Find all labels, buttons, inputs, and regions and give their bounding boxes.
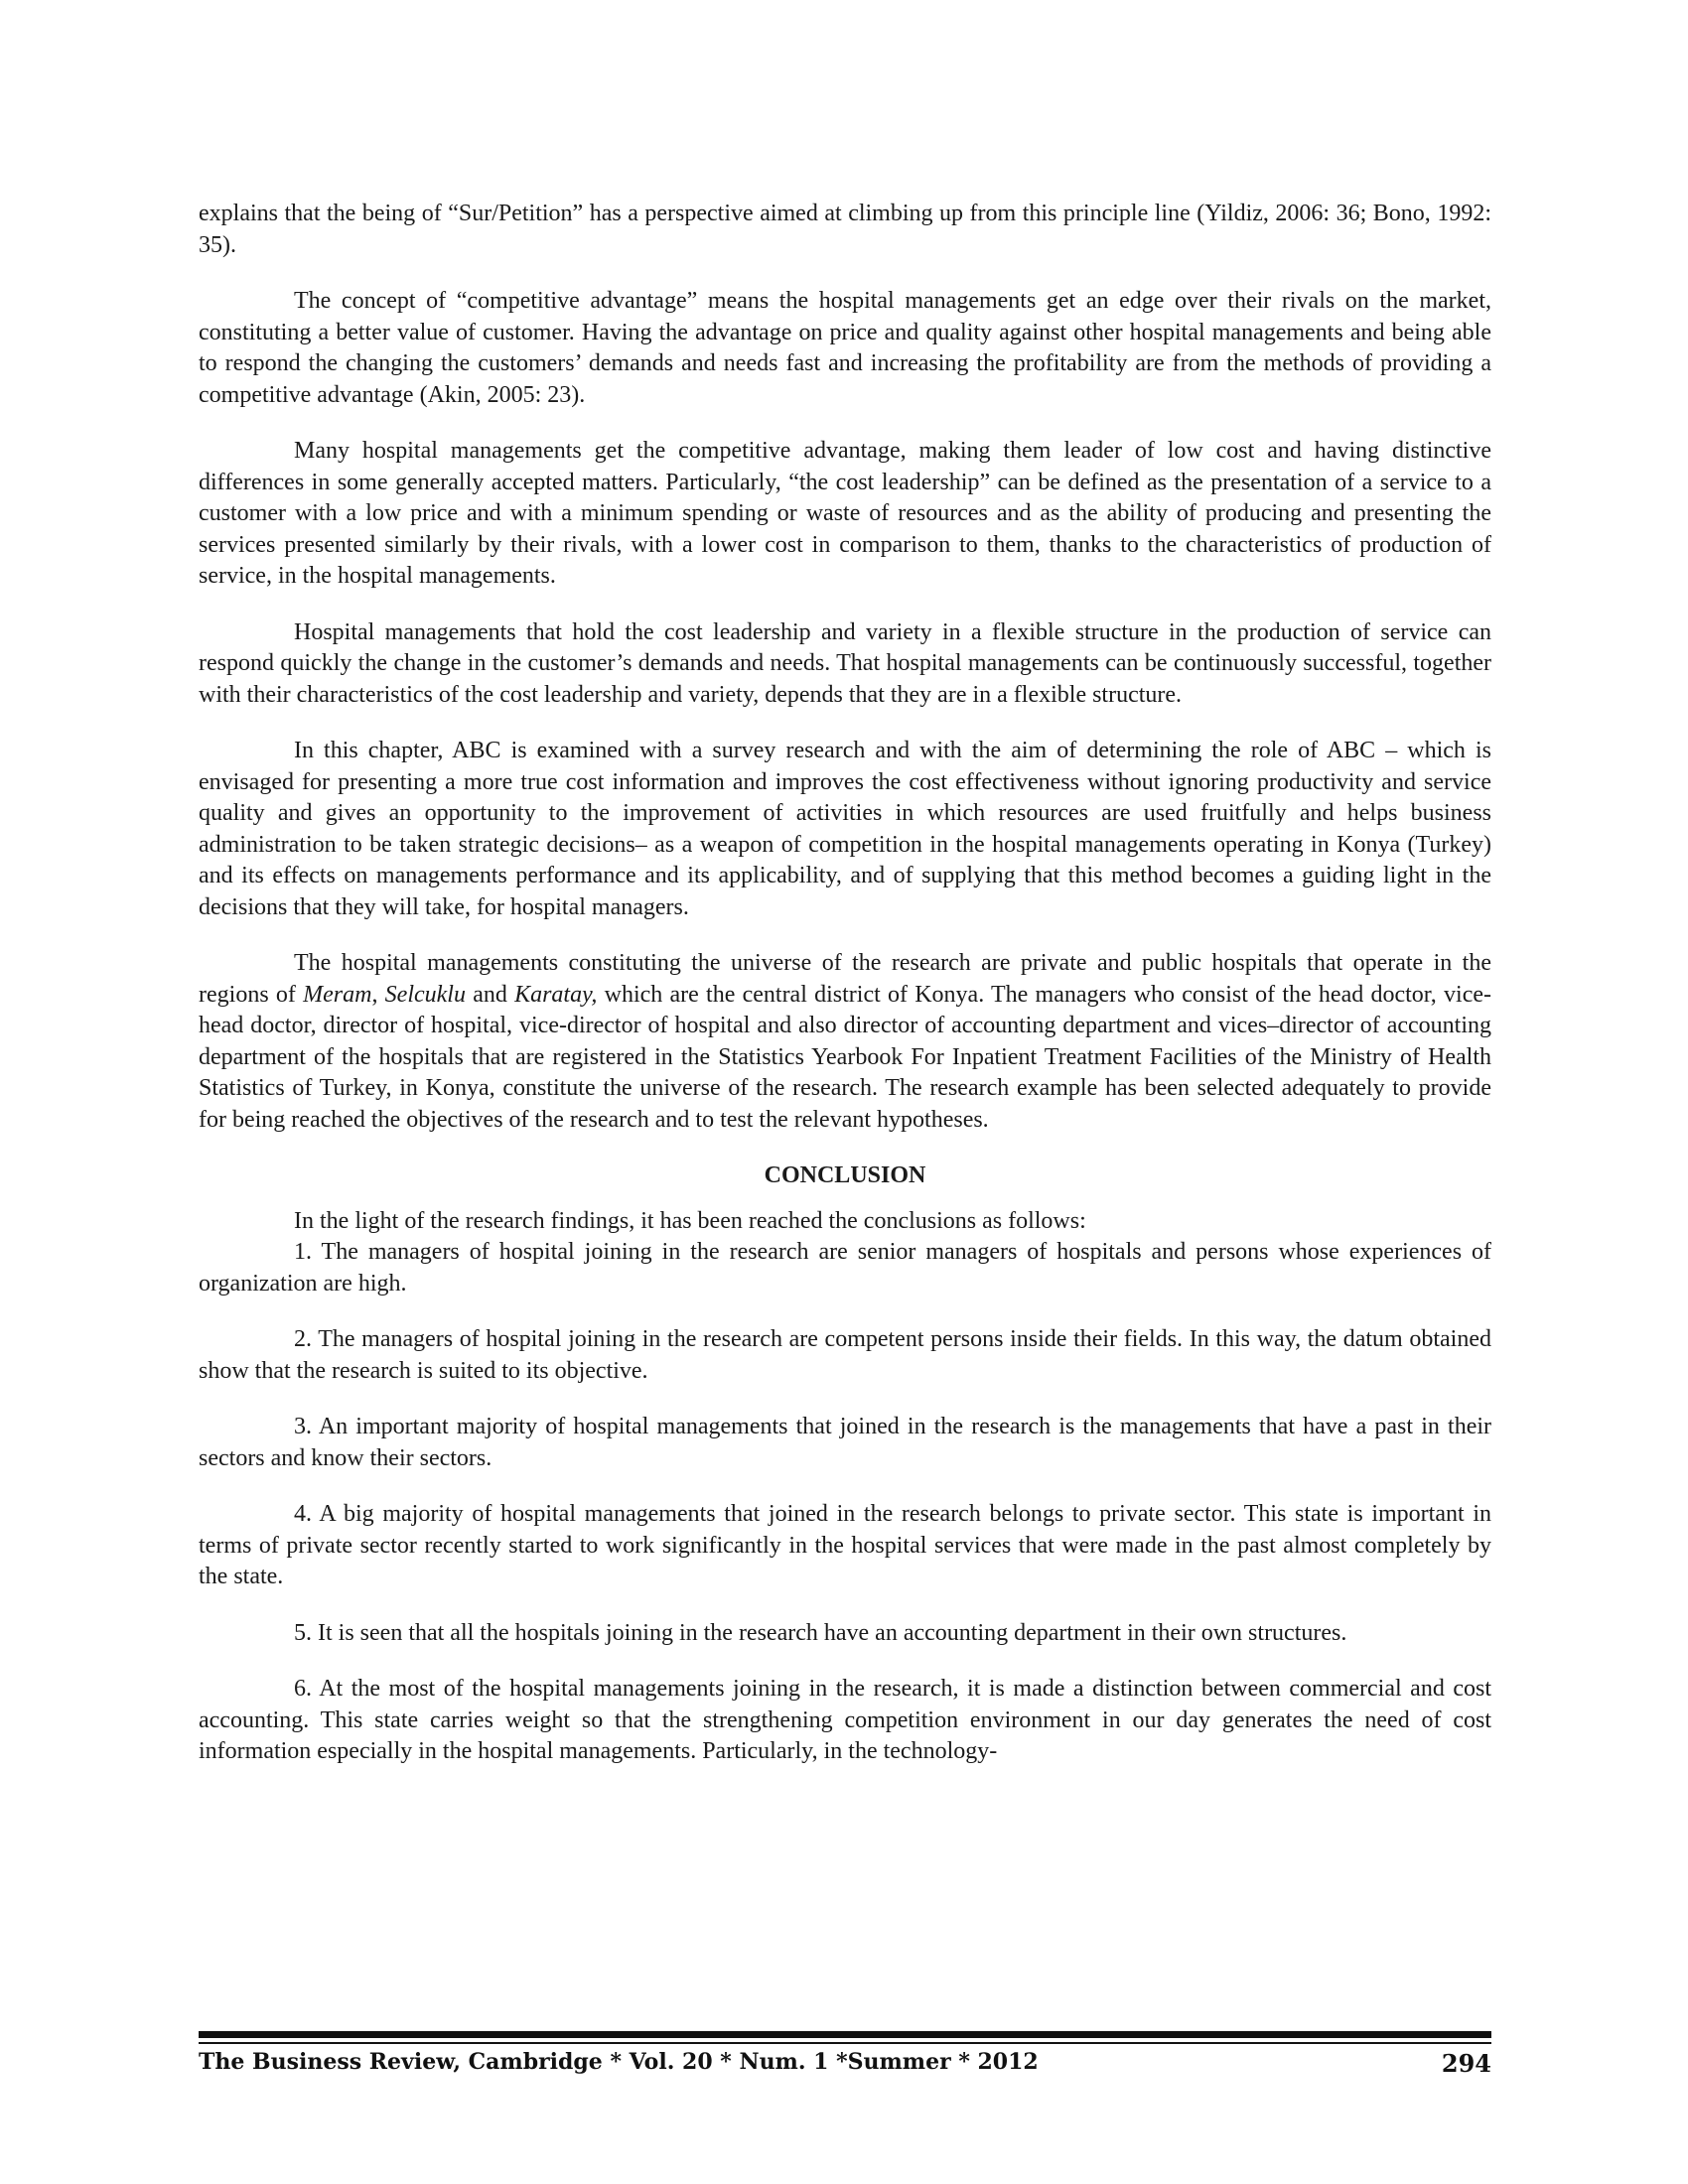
footer-rule: [199, 2031, 1491, 2038]
paragraph: Many hospital managements get the competitive advantage, making them leader of low cost and having distinctive differences in some generally accepted matters. Particularly, “the cost leadership” can be defined as the presentation of a service to a customer with a low price and with a minimum spending or waste of resources and as the ability of producing and presenting the services presented similarly by their rivals, with a lower cost in comparison to them, thanks to the characteristics of production of service, in the hospital managements.: [199, 438, 1491, 589]
page-number: 294: [1441, 2049, 1491, 2078]
region-name: Selcuklu: [384, 981, 466, 1008]
conclusion-item: 2. The managers of hospital joining in the research are competent persons inside their fields. In this way, the datum obtained show that the research is suited to its objective.: [199, 1326, 1491, 1384]
region-name: Meram: [303, 981, 372, 1008]
body-text: [199, 199, 1491, 1793]
paragraph: explains that the being of “Sur/Petition” has a perspective aimed at climbing up from this principle line (Yildiz, 2006: 36; Bono, 1992: 35).: [199, 201, 1491, 258]
footer-rule: [199, 2042, 1491, 2044]
journal-citation: The Business Review, Cambridge * Vol. 20 * Num. 1 *Summer * 2012: [199, 2049, 1039, 2075]
conclusion-item: 1. The managers of hospital joining in the research are senior managers of hospitals and persons whose experiences of organization are high.: [199, 1239, 1491, 1297]
paragraph: The concept of “competitive advantage” means the hospital managements get an edge over their rivals on the market, constituting a better value of customer. Having the advantage on price and quality against other hospital managements and being able to respond the changing the customers’ demands and needs fast and increasing the profitability are from the methods of providing a competitive advantage (Akin, 2005: 23).: [199, 288, 1491, 408]
conclusion-item: 5. It is seen that all the hospitals joining in the research have an accounting department in their own structures.: [294, 1619, 1347, 1646]
page-footer: [199, 2049, 1491, 2078]
paragraph: Hospital managements that hold the cost leadership and variety in a flexible structure in the production of service can respond quickly the change in the customer’s demands and needs. That hospital managements can be continuously successful, together with their characteristics of the cost leadership and variety, depends that they are in a flexible structure.: [199, 618, 1491, 708]
conclusion-intro: In the light of the research findings, it has been reached the conclusions as follows:: [294, 1207, 1086, 1234]
text-span: The hospital managements constituting the universe of the research are private and public hospitals that operate in the regions of: [199, 950, 1491, 1008]
paragraph-research-universe: [199, 948, 1491, 1136]
conclusion-item: 4. A big majority of hospital managements that joined in the research belongs to private sector. This state is important in terms of private sector recently started to work significantly in the hospital services that were made in the past almost completely by the state.: [199, 1501, 1491, 1589]
text-span: and: [465, 981, 515, 1008]
region-name: Karatay,: [514, 981, 598, 1008]
conclusion-item: 3. An important majority of hospital managements that joined in the research is the managements that have a past in their sectors and know their sectors.: [199, 1414, 1491, 1471]
text-span: which are the central district of Konya. The managers who consist of the head doctor, vice-head doctor, director of hospital, vice-director of hospital and also director of accounting department and vices–director of accounting department of the hospitals that are registered in the Statistics Yearbook For Inpatient Treatment Facilities of the Ministry of Health Statistics of Turkey, in Konya, constitute the universe of the research. The research example has been selected adequately to provide for being reached the objectives of the research and to test the relevant hypotheses.: [199, 981, 1491, 1133]
conclusion-item: 6. At the most of the hospital managements joining in the research, it is made a distinction between commercial and cost accounting. This state carries weight so that the strengthening competition environment in our day generates the need of cost information especially in the hospital managements. Particularly, in the technology-: [199, 1676, 1491, 1764]
section-heading: CONCLUSION: [764, 1162, 926, 1188]
paragraph: In this chapter, ABC is examined with a survey research and with the aim of determining the role of ABC – which is envisaged for presenting a more true cost information and improves the cost effectiveness without ignoring productivity and service quality and gives an opportunity to the improvement of activities in which resources are used fruitfully and helps business administration to be taken strategic decisions– as a weapon of competition in the hospital managements operating in Konya (Turkey) and its effects on managements performance and its applicability, and of supplying that this method becomes a guiding light in the decisions that they will take, for hospital managers.: [199, 738, 1491, 920]
text-span: ,: [371, 981, 385, 1008]
